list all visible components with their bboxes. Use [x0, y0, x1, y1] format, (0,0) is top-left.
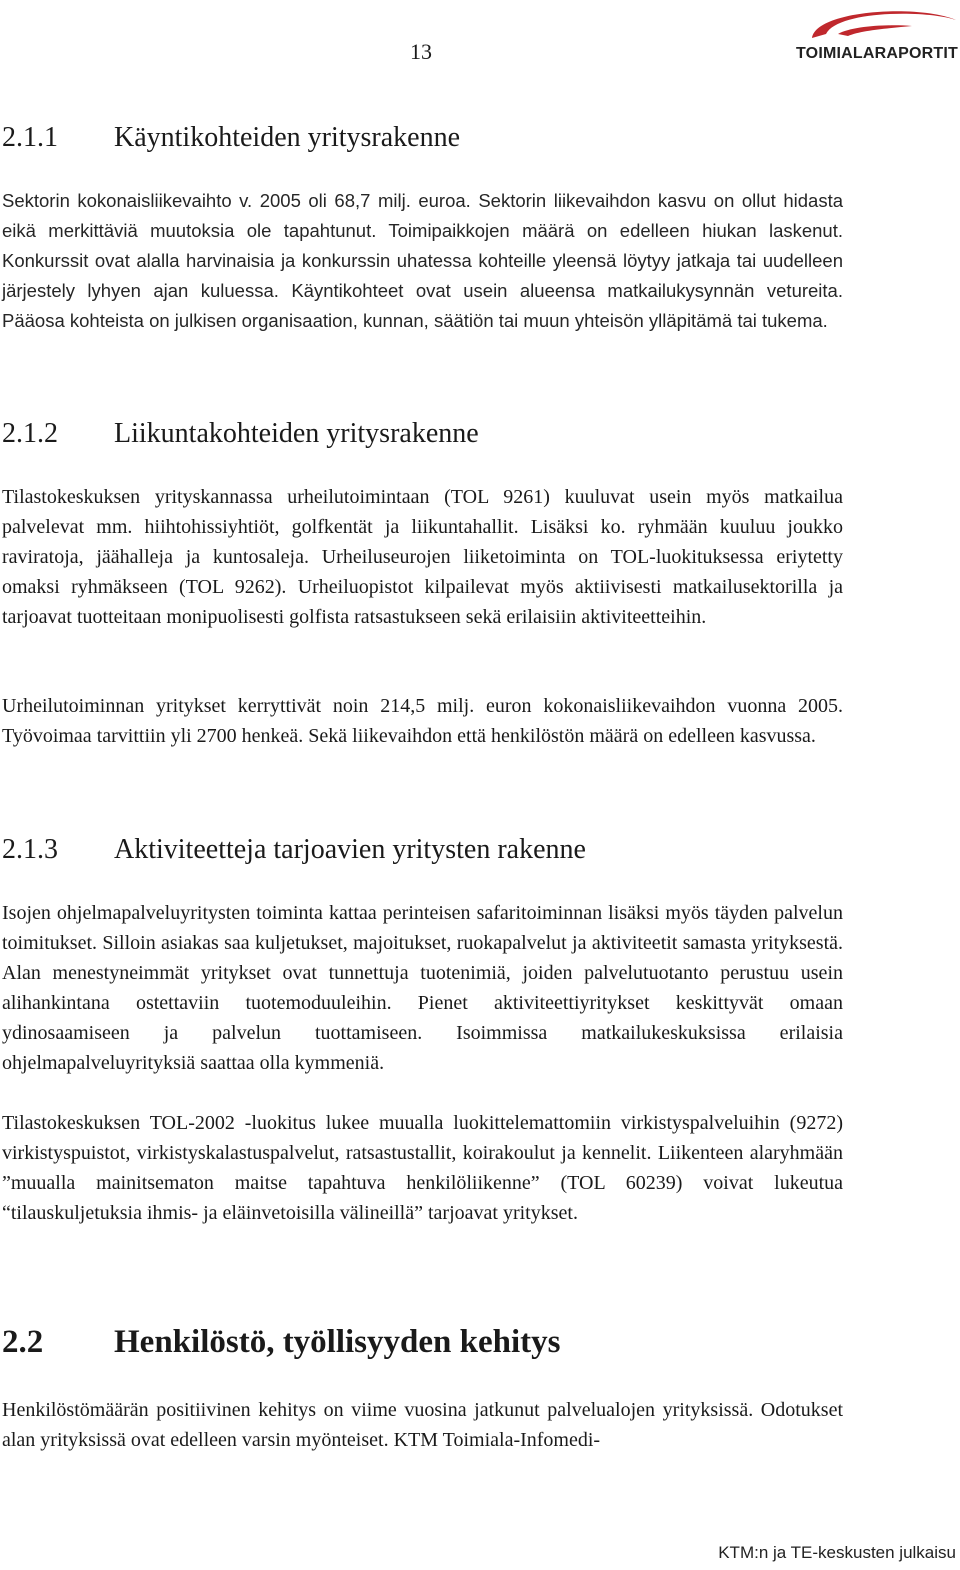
paragraph: Isojen ohjelmapalveluyritysten toiminta kattaa perinteisen safaritoiminnan lisäksi myös täyden palvelun toimitukset. Silloin asiakas saa kuljetukset, majoitukset, ruokapalvelut ja aktiviteetit samasta yrityksestä. Alan menestyneimmät yritykset ovat tunnettuja tuotenimiä, joiden palvelutuotanto perustuu usein alihankintana ostettaviin tuotemoduuleihin. Pienet aktiviteettiyritykset keskittyvät omaan ydinosaamiseen ja palvelun tuottamiseen. Isoimmissa matkailukeskuksissa erilaisia ohjelmapalveluyrityksiä saattaa olla kymmeniä. [2, 902, 843, 1074]
paragraph: Urheilutoiminnan yritykset kerryttivät noin 214,5 milj. euron kokonaisliikevaihdon vuonna 2005. Työvoimaa tarvittiin yli 2700 henkeä. Sekä liikevaihdon että henkilöstön määrä on edelleen kasvussa. [2, 695, 843, 747]
paragraph: Tilastokeskuksen yrityskannassa urheilutoimintaan (TOL 9261) kuuluvat usein myös matkailua palvelevat mm. hiihtohissiyhtiöt, golfkentät ja liikuntahallit. Lisäksi ko. ryhmään kuuluu joukko raviratoja, jäähalleja ja kuntosaleja. Urheiluseurojen liiketoiminta on TOL-luokituksessa eriytetty omaksi ryhmäkseen (TOL 9262). Urheiluopistot kilpailevat myös aktiivisesti matkailusektorilla ja tarjoavat tuotteitaan monipuolisesti golfista ratsastukseen sekä erilaisiin aktiviteetteihin. [2, 486, 843, 628]
swoosh-logo-icon [808, 4, 958, 42]
logo-text: TOIMIALARAPORTIT [795, 45, 958, 62]
toimialaraportit-logo [786, 4, 958, 64]
paragraph: Henkilöstömäärän positiivinen kehitys on viime vuosina jatkunut palvelualojen yrityksissä. Odotukset alan yrityksissä ovat edelleen varsin myönteiset. KTM Toimiala-Infomedi- [2, 1399, 843, 1451]
page-number: 13 [410, 39, 432, 64]
section-title: Käyntikohteiden yritysrakenne [114, 122, 461, 153]
footer-publisher: KTM:n ja TE-keskusten julkaisu [718, 1543, 956, 1562]
section-number: 2.2 [2, 1324, 44, 1360]
section-number: 2.1.3 [2, 834, 58, 865]
paragraph: Tilastokeskuksen TOL-2002 -luokitus lukee muualla luokittelemattomiin virkistyspalveluihin (9272) virkistyspuistot, virkistyskalastuspalvelut, ratsastustallit, koirakoulut ja kennelit. Liikenteen alaryhmään ”muualla mainitsematon maitse tapahtuva henkilöliikenne” (TOL 60239) voivat lukeutua “tilauskuljetuksia ihmis- ja eläinvetoisilla välineillä” tarjoavat yritykset. [2, 1112, 843, 1224]
section-title: Liikuntakohteiden yritysrakenne [114, 418, 479, 449]
section-title: Henkilöstö, työllisyyden kehitys [114, 1324, 561, 1360]
section-number: 2.1.2 [2, 418, 58, 449]
paragraph: Sektorin kokonaisliikevaihto v. 2005 oli 68,7 milj. euroa. Sektorin liikevaihdon kasvu on ollut hidasta eikä merkittäviä muutoksia ole tapahtunut. Toimipaikkojen määrä on edelleen hiukan laskenut. Konkurssit ovat alalla harvinaisia ja konkurssin uhatessa kohteille yleensä löytyy jatkaja tai uudelleen järjestely lyhyen ajan kuluessa. Käyntikohteet ovat usein alueensa matkailukysynnän vetureita. Pääosa kohteista on julkisen organisaation, kunnan, säätiön tai muun yhteisön ylläpitämä tai tukema. [2, 190, 843, 331]
section-number: 2.1.1 [2, 122, 58, 153]
section-title: Aktiviteetteja tarjoavien yritysten rakenne [114, 834, 586, 865]
